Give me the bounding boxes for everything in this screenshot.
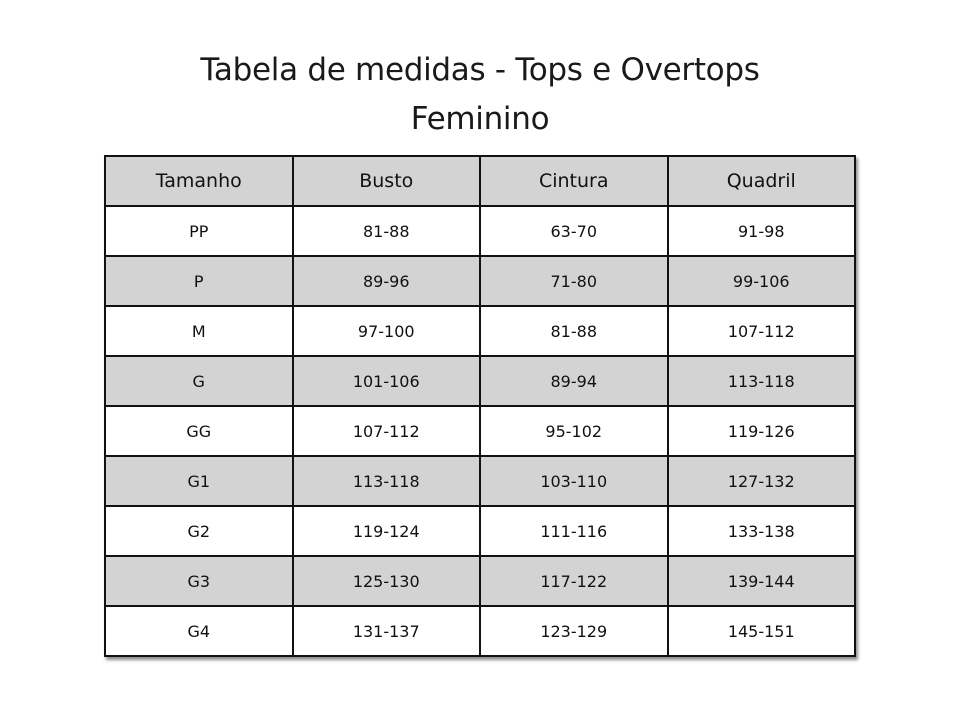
table-row: [105, 556, 855, 606]
cell-cintura: 117-122: [480, 556, 668, 606]
cell-cintura: 123-129: [480, 606, 668, 656]
cell-cintura: 89-94: [480, 356, 668, 406]
cell-busto: 113-118: [293, 456, 481, 506]
cell-tamanho: PP: [105, 206, 293, 256]
table-row: [105, 506, 855, 556]
cell-tamanho: G3: [105, 556, 293, 606]
cell-busto: 89-96: [293, 256, 481, 306]
table-header-row: [105, 156, 855, 206]
cell-cintura: 81-88: [480, 306, 668, 356]
cell-quadril: 145-151: [668, 606, 856, 656]
size-chart-table-container: [104, 155, 856, 657]
header-quadril: Quadril: [668, 156, 856, 206]
table-row: [105, 406, 855, 456]
table-row: [105, 606, 855, 656]
cell-quadril: 107-112: [668, 306, 856, 356]
cell-cintura: 95-102: [480, 406, 668, 456]
cell-tamanho: P: [105, 256, 293, 306]
cell-quadril: 133-138: [668, 506, 856, 556]
cell-quadril: 139-144: [668, 556, 856, 606]
table-row: [105, 256, 855, 306]
cell-tamanho: G2: [105, 506, 293, 556]
cell-busto: 101-106: [293, 356, 481, 406]
cell-busto: 97-100: [293, 306, 481, 356]
page-title: Tabela de medidas - Tops e Overtops: [200, 52, 760, 88]
cell-cintura: 63-70: [480, 206, 668, 256]
cell-quadril: 99-106: [668, 256, 856, 306]
cell-quadril: 91-98: [668, 206, 856, 256]
cell-quadril: 113-118: [668, 356, 856, 406]
page-subtitle: Feminino: [410, 101, 550, 137]
table-row: [105, 206, 855, 256]
cell-busto: 107-112: [293, 406, 481, 456]
table-row: [105, 306, 855, 356]
cell-tamanho: G4: [105, 606, 293, 656]
header-cintura: Cintura: [480, 156, 668, 206]
cell-tamanho: GG: [105, 406, 293, 456]
table-row: [105, 456, 855, 506]
header-busto: Busto: [293, 156, 481, 206]
cell-quadril: 119-126: [668, 406, 856, 456]
cell-cintura: 111-116: [480, 506, 668, 556]
cell-cintura: 103-110: [480, 456, 668, 506]
cell-tamanho: G1: [105, 456, 293, 506]
size-chart-table: [104, 155, 856, 657]
cell-tamanho: M: [105, 306, 293, 356]
table-row: [105, 356, 855, 406]
cell-quadril: 127-132: [668, 456, 856, 506]
cell-cintura: 71-80: [480, 256, 668, 306]
cell-busto: 131-137: [293, 606, 481, 656]
cell-busto: 81-88: [293, 206, 481, 256]
cell-tamanho: G: [105, 356, 293, 406]
header-tamanho: Tamanho: [105, 156, 293, 206]
cell-busto: 119-124: [293, 506, 481, 556]
cell-busto: 125-130: [293, 556, 481, 606]
